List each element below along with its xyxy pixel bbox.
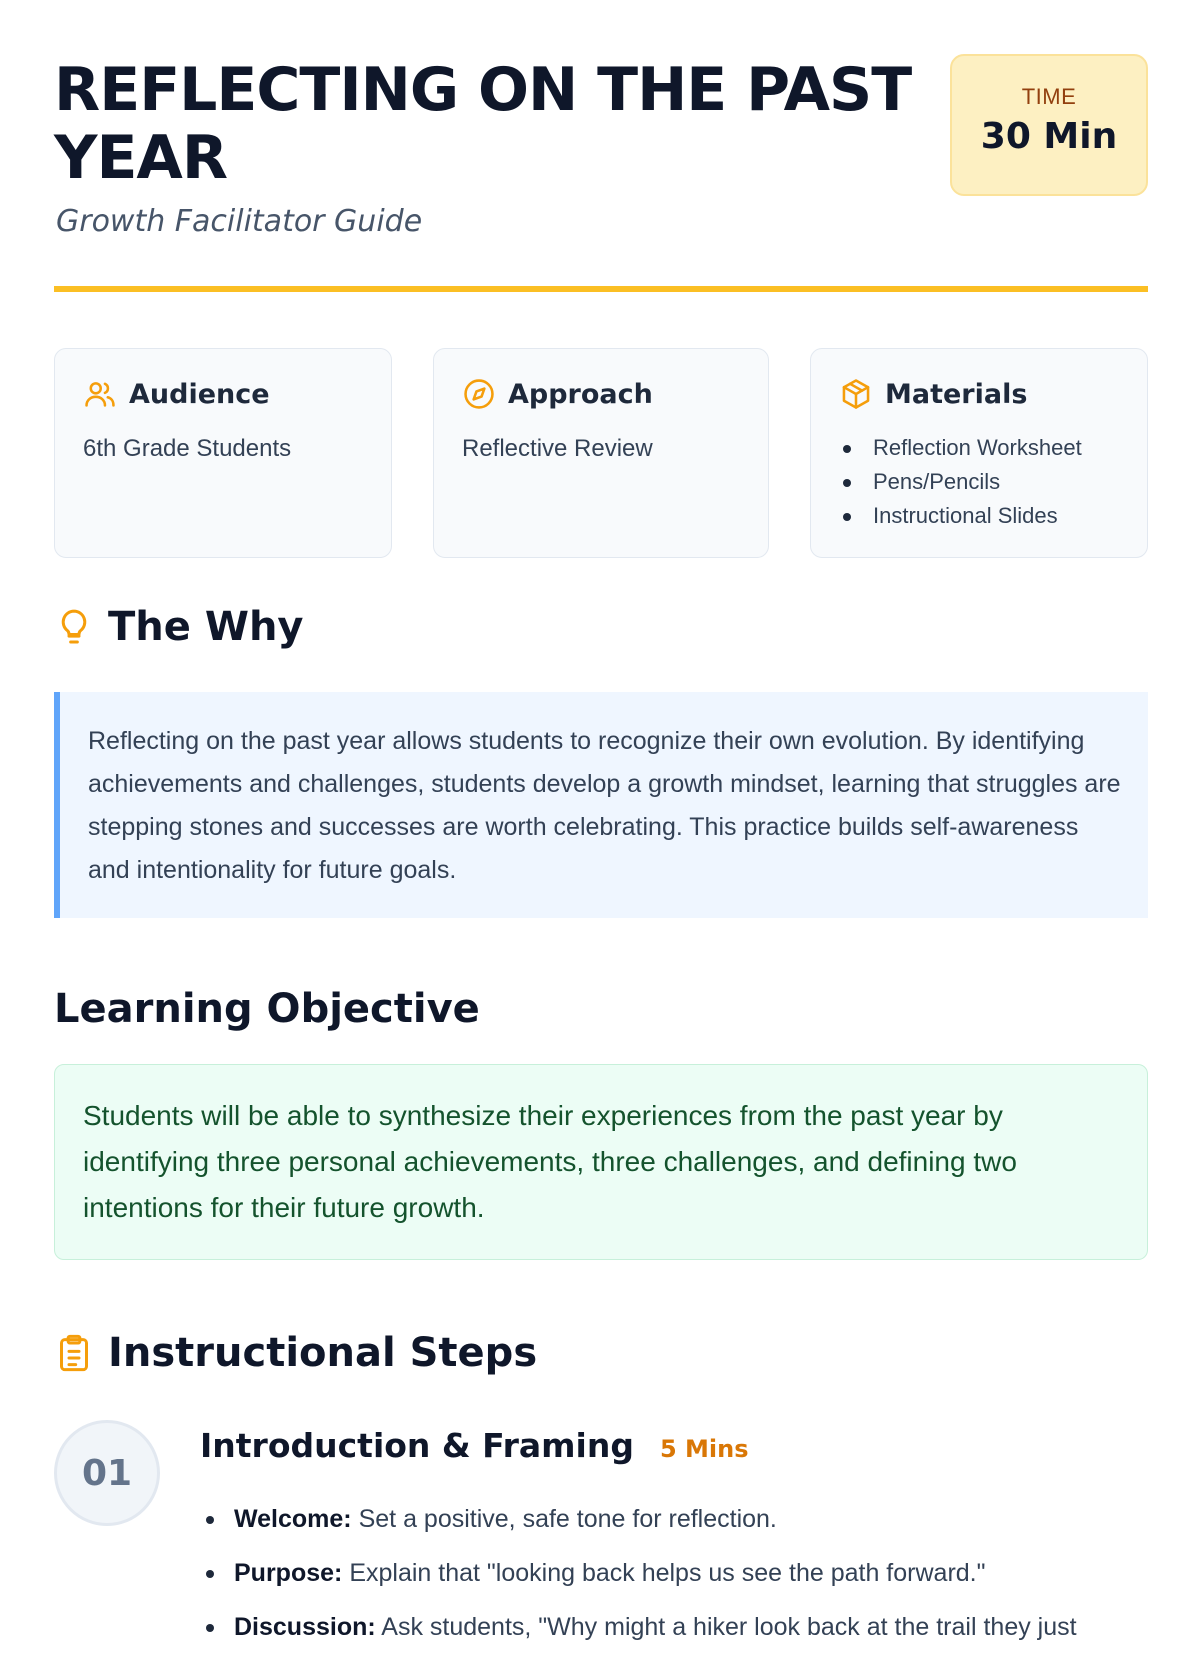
header-divider	[54, 286, 1148, 292]
audience-card-title: Audience	[129, 378, 270, 410]
materials-card	[810, 348, 1148, 558]
materials-list	[839, 431, 1082, 533]
time-label: TIME	[1021, 84, 1077, 109]
objective-heading	[54, 986, 480, 1032]
list-item	[200, 1600, 1140, 1654]
why-heading	[54, 604, 304, 650]
list-item	[200, 1492, 1140, 1546]
approach-card	[433, 348, 769, 558]
clipboard-icon	[54, 1333, 94, 1373]
compass-icon	[462, 377, 496, 411]
audience-card-header	[83, 377, 270, 411]
why-title: The Why	[108, 604, 304, 650]
item-label: Welcome:	[234, 1505, 352, 1533]
approach-card-header	[462, 377, 653, 411]
list-item: Pens/Pencils	[839, 465, 1082, 499]
objective-title: Learning Objective	[54, 986, 480, 1032]
item-text: Explain that "looking back helps us see the path forward."	[349, 1559, 986, 1587]
why-text: Reflecting on the past year allows students to recognize their own evolution. By identifying achievements and challenges, students develop a growth mindset, learning that struggles are stepping stones and successes are worth celebrating. This practice builds self-awareness and intentionality for future goals.	[88, 727, 1121, 884]
item-label: Discussion:	[234, 1613, 376, 1641]
audience-card	[54, 348, 392, 558]
page	[54, 0, 1148, 1641]
why-callout	[54, 692, 1148, 918]
list-item: Reflection Worksheet	[839, 431, 1082, 465]
item-text: Ask students, "Why might a hiker look back at the trail they just	[381, 1613, 1077, 1641]
step-number: 01	[54, 1420, 160, 1526]
steps-title: Instructional Steps	[108, 1330, 538, 1376]
lightbulb-icon	[54, 607, 94, 647]
steps-heading	[54, 1330, 537, 1376]
time-value: 30 Min	[980, 116, 1118, 157]
audience-card-body: 6th Grade Students	[83, 435, 292, 462]
approach-card-title: Approach	[508, 378, 653, 410]
users-icon	[83, 377, 117, 411]
list-item: Instructional Slides	[839, 499, 1082, 533]
step-header	[200, 1426, 749, 1465]
objective-callout	[54, 1064, 1148, 1260]
step-title: Introduction & Framing	[200, 1426, 634, 1465]
time-badge	[950, 54, 1148, 196]
info-cards	[54, 348, 1148, 558]
header	[54, 0, 1148, 292]
list-item	[200, 1546, 1140, 1600]
materials-card-title: Materials	[885, 378, 1028, 410]
page-title: REFLECTING ON THE PAST YEAR	[54, 55, 912, 193]
approach-card-body: Reflective Review	[462, 435, 653, 462]
package-icon	[839, 377, 873, 411]
objective-text: Students will be able to synthesize their experiences from the past year by identifying three personal achievements, three challenges, and defining two intentions for their future growth.	[83, 1100, 1017, 1223]
item-text: Set a positive, safe tone for reflection.	[358, 1505, 777, 1533]
item-label: Purpose:	[234, 1559, 343, 1587]
materials-card-header	[839, 377, 1027, 411]
step-duration: 5 Mins	[659, 1435, 749, 1463]
page-subtitle: Growth Facilitator Guide	[56, 204, 423, 239]
step-item-list	[200, 1492, 1140, 1654]
